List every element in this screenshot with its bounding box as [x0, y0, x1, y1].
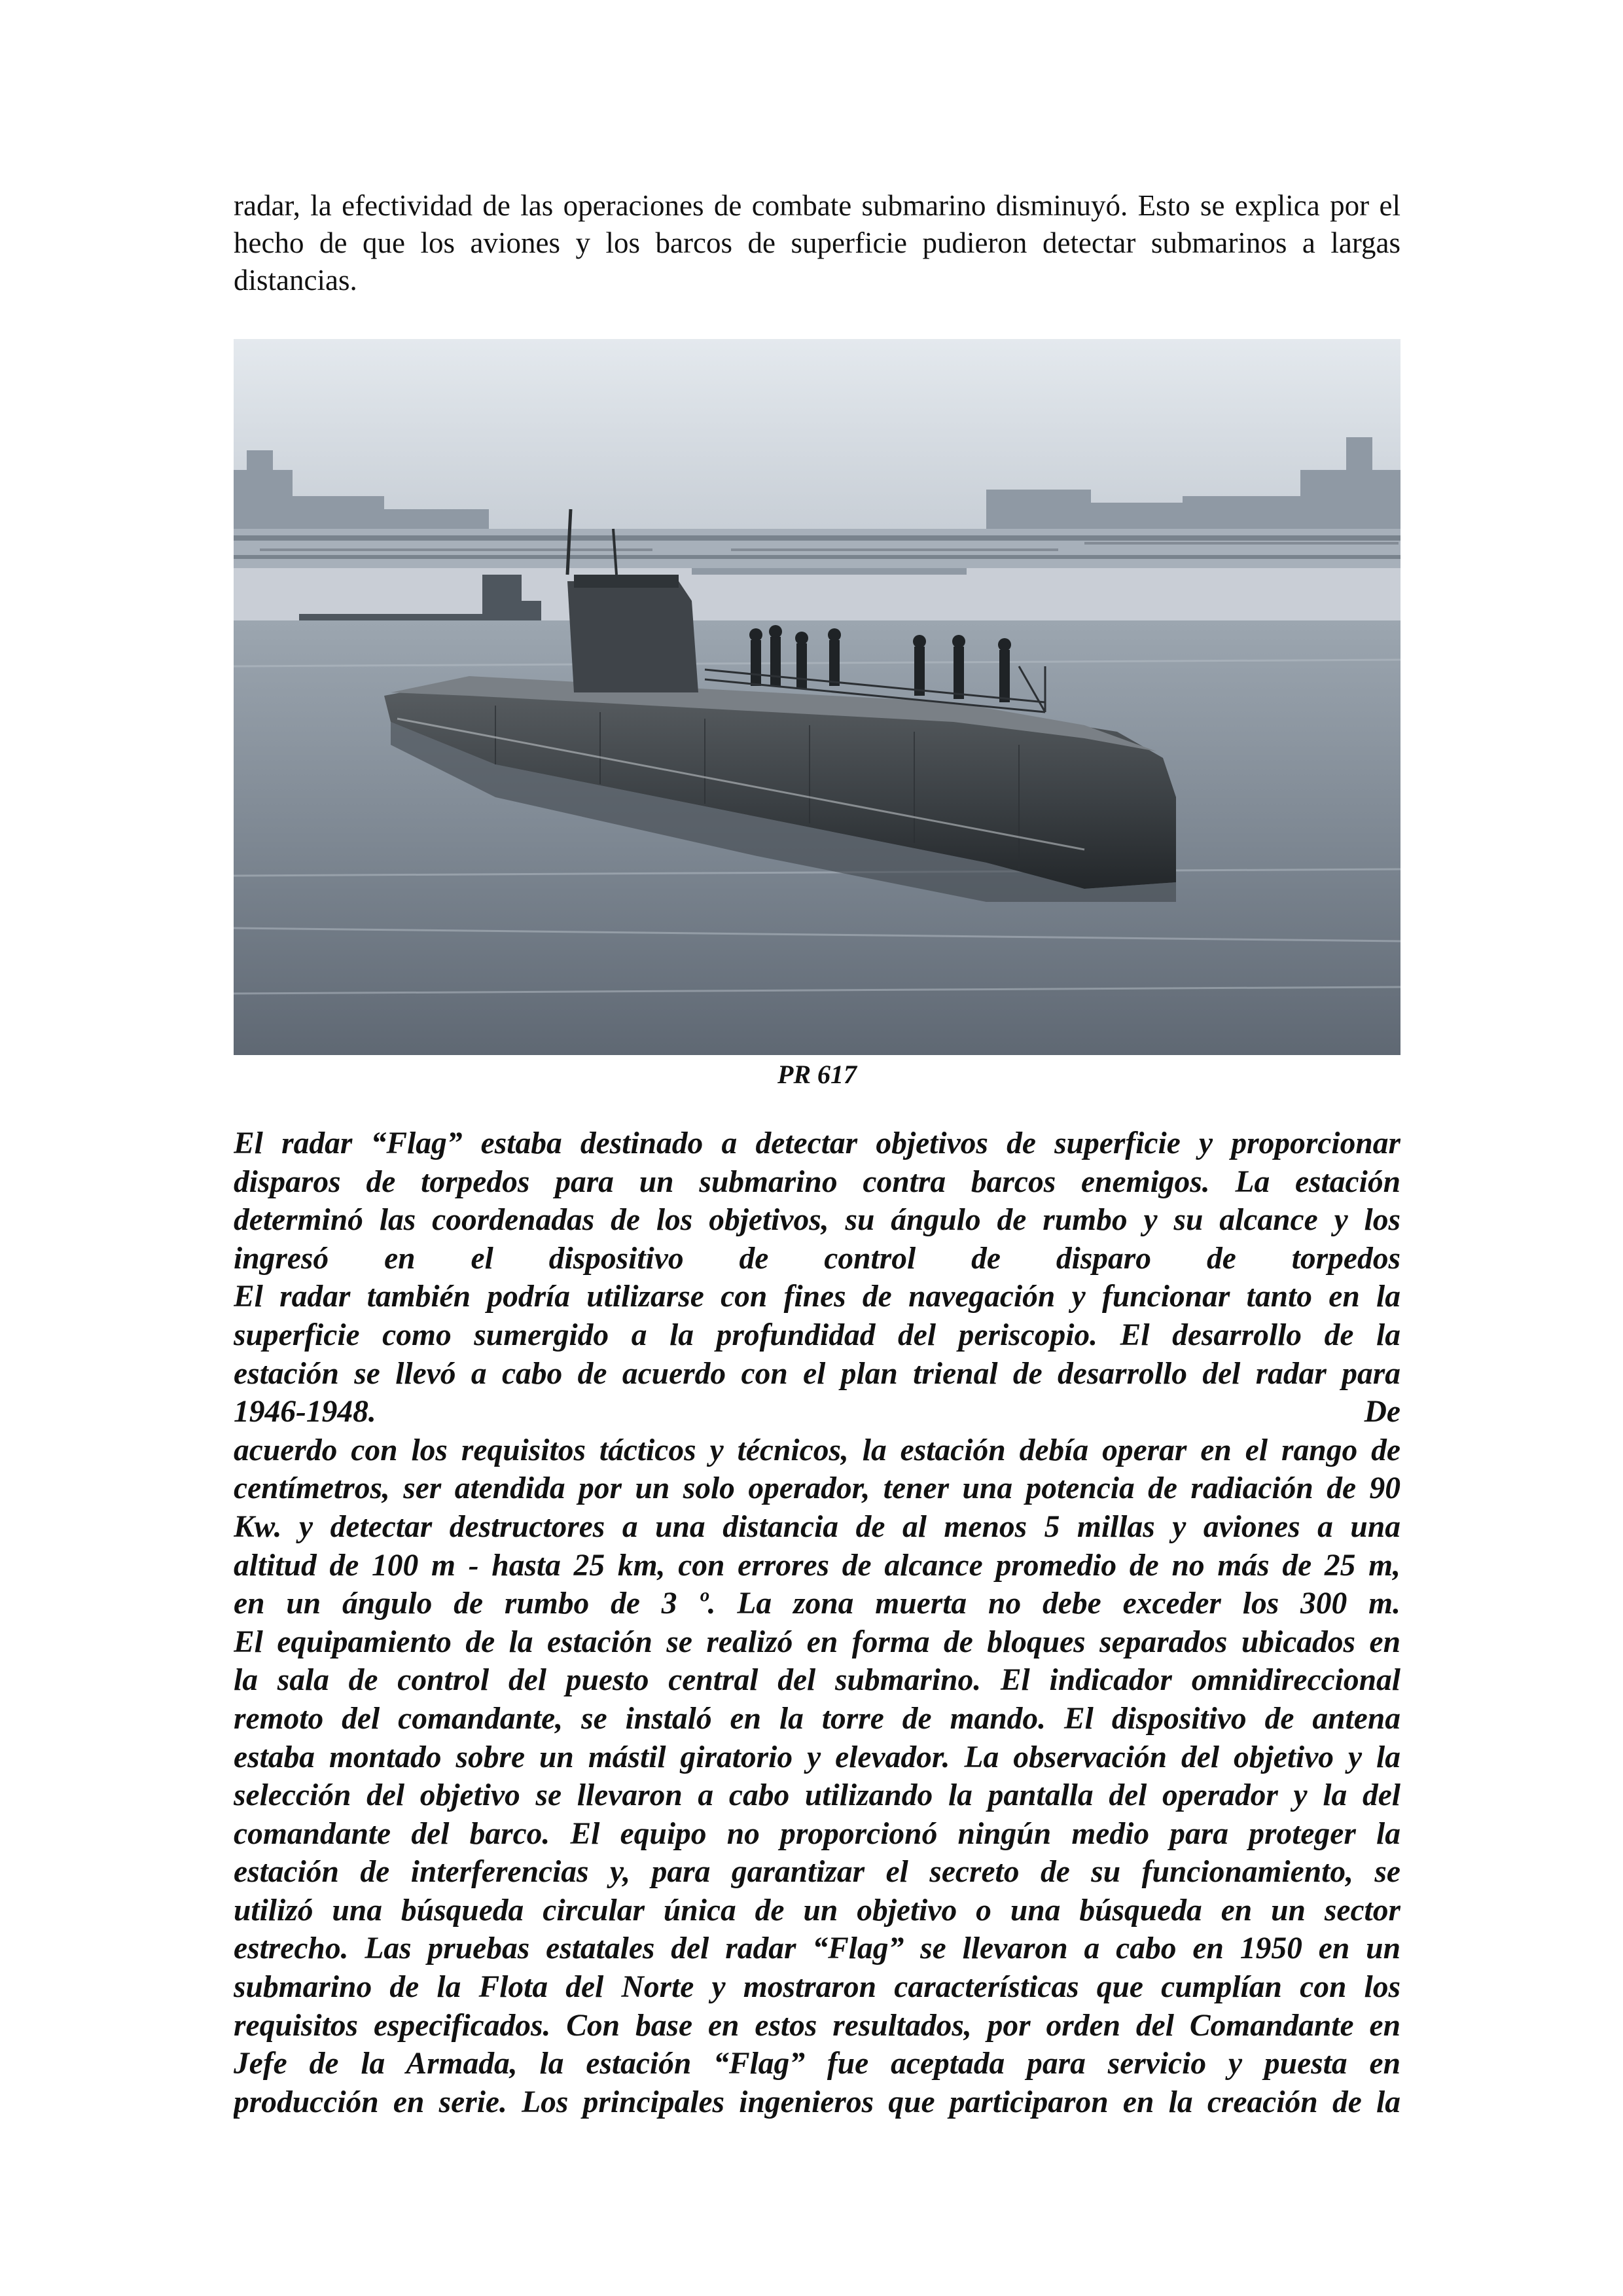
body-line: en un ángulo de rumbo de 3 º. La zona muerta no debe exceder los 300 m. [234, 1587, 1400, 1621]
body-line: estación se llevó a cabo de acuerdo con el plan trienal de desarrollo del radar para [234, 1356, 1400, 1391]
body-line: comandante del barco. El equipo no proporcionó ningún medio para proteger la [234, 1816, 1400, 1851]
body-line: 1946-1948. De [234, 1395, 1400, 1429]
body-line: centímetros, ser atendida por un solo operador, tener una potencia de radiación de 90 [234, 1471, 1400, 1506]
body-line: estrecho. Las pruebas estatales del radar “Flag” se llevaron a cabo en 1950 en un [234, 1931, 1400, 1966]
body-line: Kw. y detectar destructores a una distancia de al menos 5 millas y aviones a una [234, 1509, 1400, 1544]
body-line: determinó las coordenadas de los objetivos, su ángulo de rumbo y su alcance y los [234, 1203, 1400, 1238]
body-line: estación de interferencias y, para garantizar el secreto de su funcionamiento, se [234, 1855, 1400, 1890]
body-line: utilizó una búsqueda circular única de un objetivo o una búsqueda en un sector [234, 1893, 1400, 1928]
body-line: disparos de torpedos para un submarino contra barcos enemigos. La estación [234, 1164, 1400, 1199]
body-line: ingresó en el dispositivo de control de disparo de torpedos [234, 1241, 1400, 1276]
intro-paragraph: radar, la efectividad de las operaciones de combate submarino disminuyó. Esto se explica por el hecho de que los aviones y los barcos de superficie pudieron detectar submarinos a largas distancias. [234, 189, 1400, 296]
body-line: submarino de la Flota del Norte y mostraron características que cumplían con los [234, 1970, 1400, 2005]
body-line: superficie como sumergido a la profundidad del periscopio. El desarrollo de la [234, 1318, 1400, 1352]
body-line: requisitos especificados. Con base en estos resultados, por orden del Comandante en [234, 2008, 1400, 2043]
body-line: acuerdo con los requisitos tácticos y técnicos, la estación debía operar en el rango de [234, 1433, 1400, 1467]
submarine-photo [234, 339, 1400, 1055]
body-paragraph [234, 1124, 1400, 2121]
body-line: Jefe de la Armada, la estación “Flag” fue aceptada para servicio y puesta en [234, 2047, 1400, 2081]
body-line: El radar también podría utilizarse con fines de navegación y funcionar tanto en la [234, 1280, 1400, 1314]
body-line: estaba montado sobre un mástil giratorio y elevador. La observación del objetivo y la [234, 1740, 1400, 1774]
body-line: selección del objetivo se llevaron a cabo utilizando la pantalla del operador y la del [234, 1778, 1400, 1813]
body-line: producción en serie. Los principales ingenieros que participaron en la creación de la [234, 2085, 1400, 2119]
figure-caption: PR 617 [777, 1060, 857, 1089]
body-line: la sala de control del puesto central del submarino. El indicador omnidireccional [234, 1663, 1400, 1698]
body-line: remoto del comandante, se instaló en la torre de mando. El dispositivo de antena [234, 1701, 1400, 1736]
body-line: El radar “Flag” estaba destinado a detectar objetivos de superficie y proporcionar [234, 1126, 1400, 1160]
body-line: El equipamiento de la estación se realizó en forma de bloques separados ubicados en [234, 1624, 1400, 1659]
body-line: altitud de 100 m - hasta 25 km, con errores de alcance promedio de no más de 25 m, [234, 1548, 1400, 1583]
